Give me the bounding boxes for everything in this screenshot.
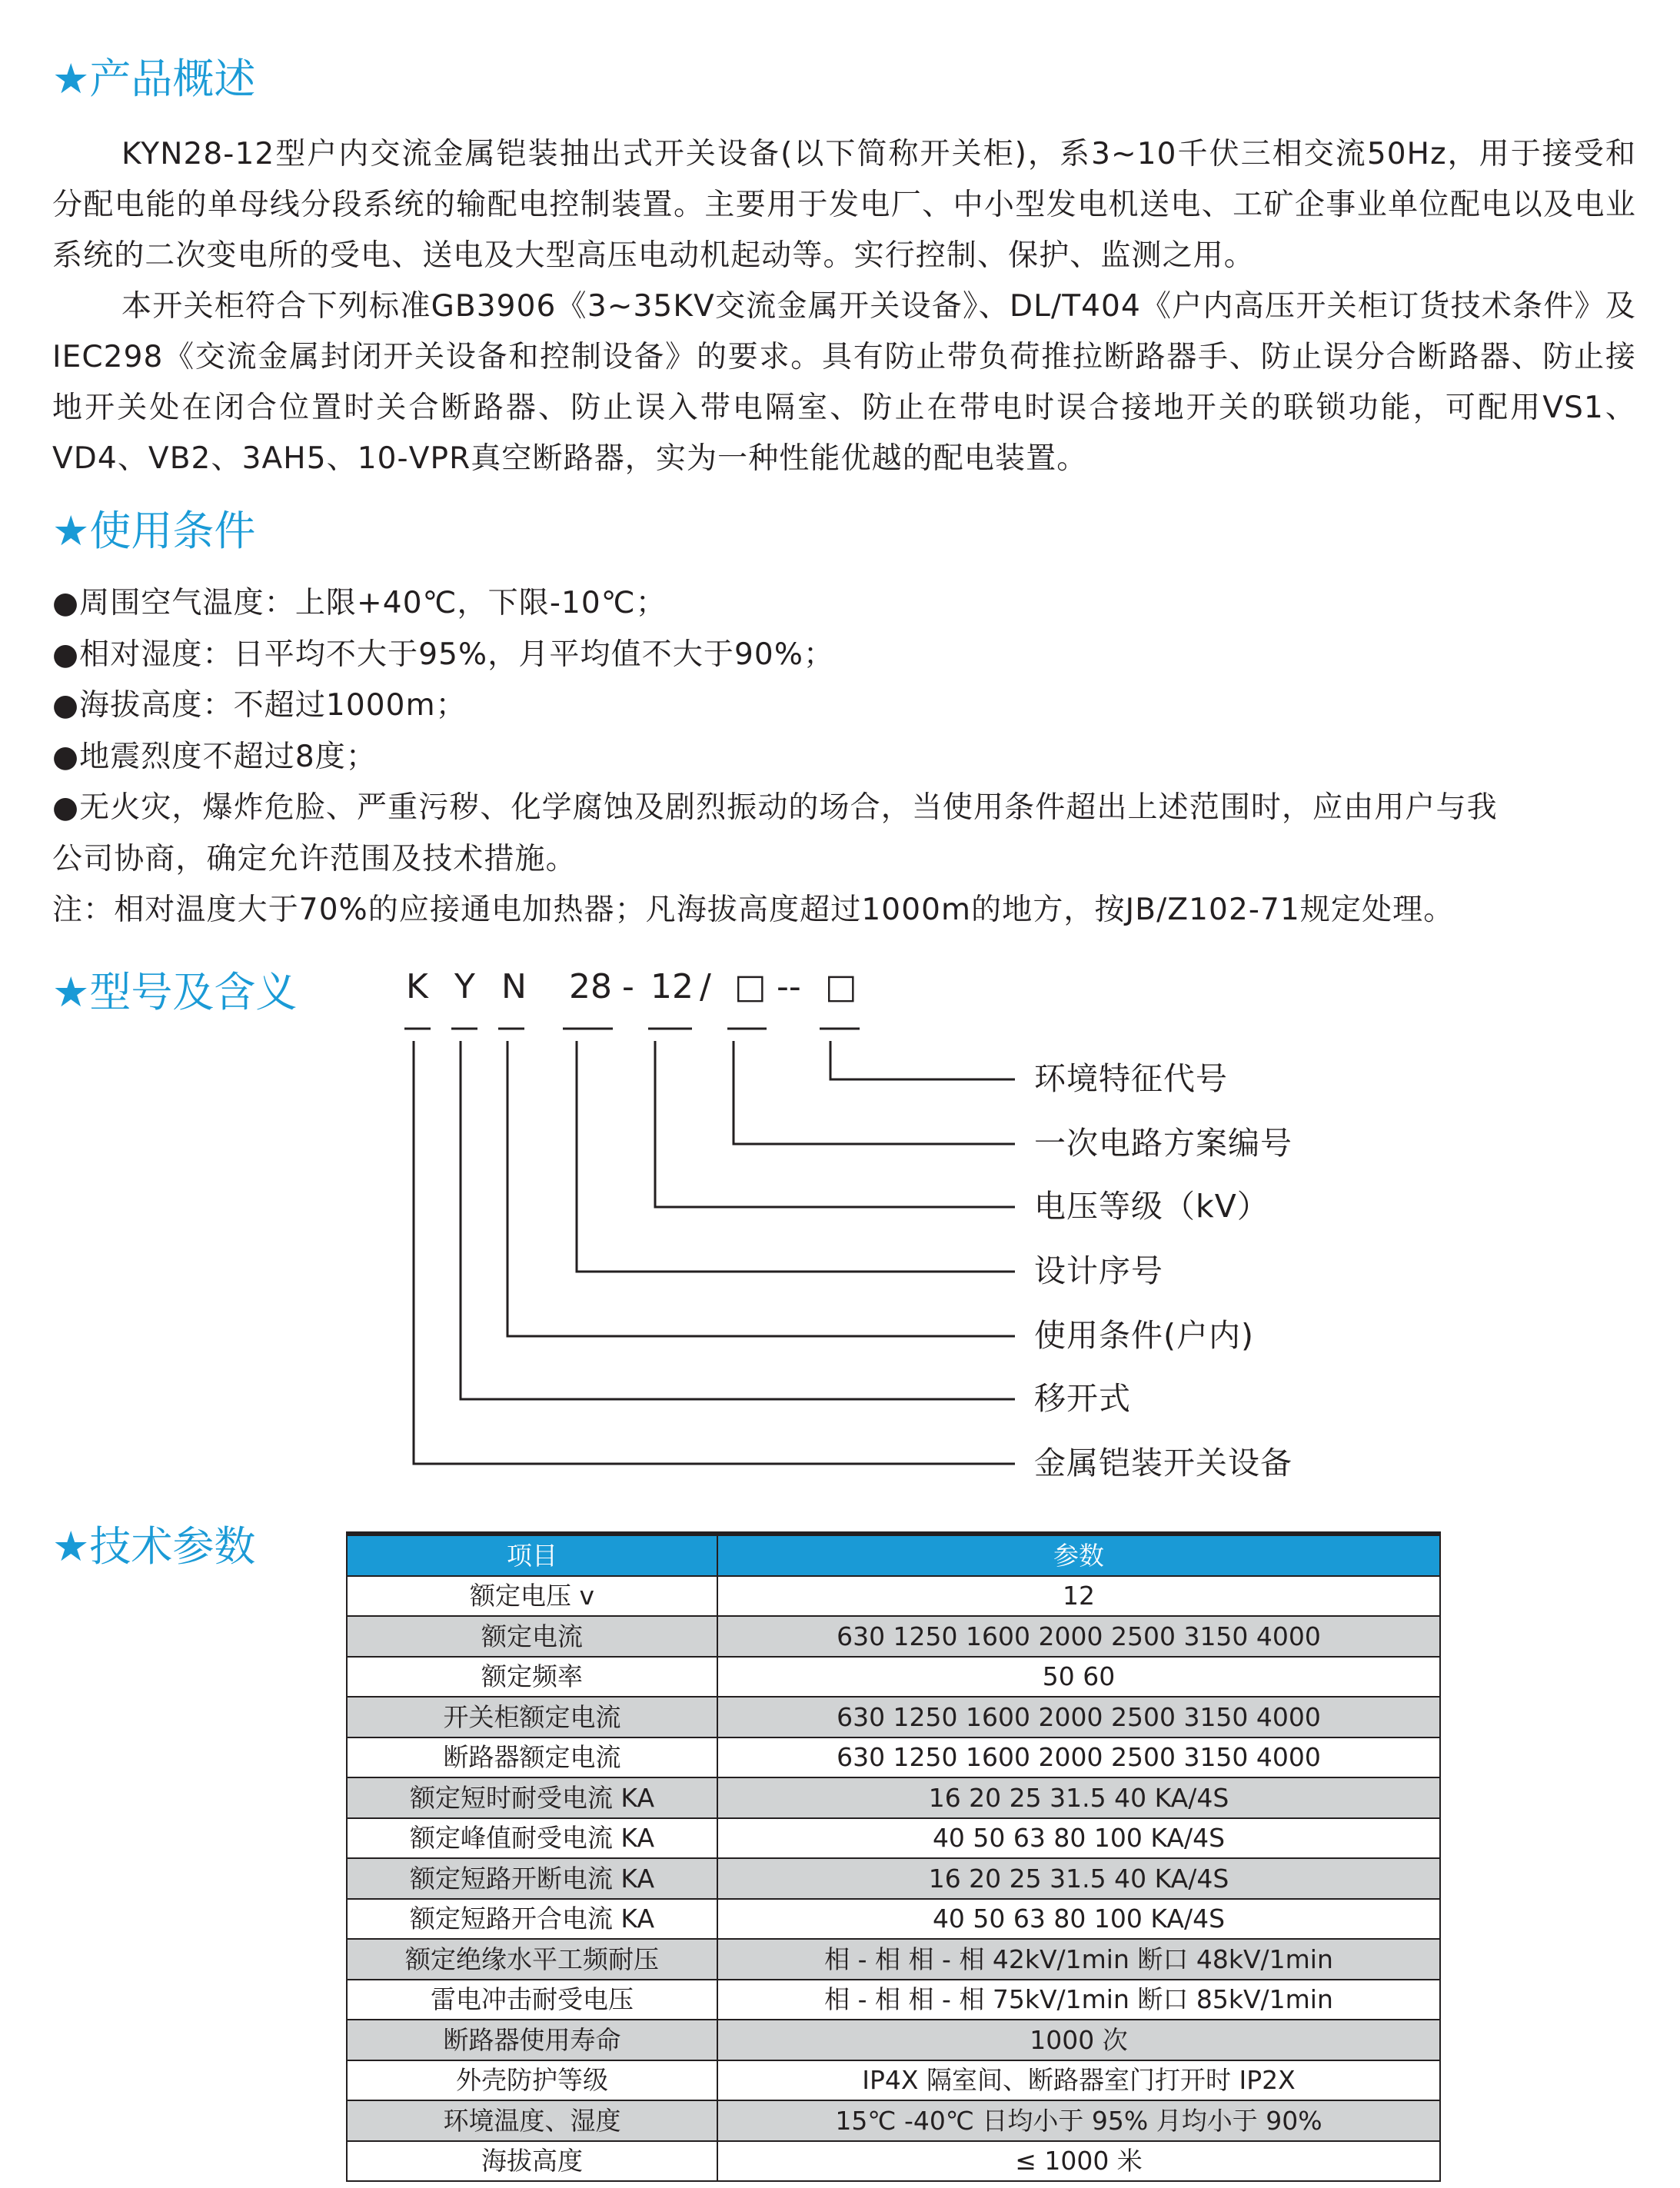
table-row (347, 2020, 1440, 2060)
table-row (347, 2141, 1440, 2182)
model-label-design-seq: 设计序号 (1034, 1252, 1163, 1289)
model-code-28: 28 (569, 967, 612, 1006)
table-cell-item: 额定短路开断电流 KA (347, 1858, 717, 1899)
model-code-y: Y (454, 967, 475, 1006)
model-code-n: N (501, 967, 527, 1006)
table-row (347, 1576, 1440, 1617)
condition-humidity: ●相对湿度：日平均不大于95%，月平均值不大于90%； (52, 637, 835, 672)
model-label-voltage: 电压等级（kV） (1034, 1188, 1269, 1225)
table-cell-value: IP4X 隔室间、断路器室门打开时 IP2X (717, 2060, 1440, 2101)
connector-removable (461, 1041, 1015, 1399)
section-heading-model: ★型号及含义 (52, 968, 298, 1016)
section-heading-overview: ★产品概述 (52, 55, 256, 103)
table-cell-item: 雷电冲击耐受电压 (347, 1980, 717, 2020)
table-cell-item: 外壳防护等级 (347, 2060, 717, 2101)
section-heading-tech: ★技术参数 (52, 1522, 256, 1571)
table-header-item: 项目 (347, 1534, 717, 1576)
table-cell-value: 15℃ -40℃ 日均小于 95% 月均小于 90% (717, 2100, 1440, 2141)
table-cell-item: 断路器使用寿命 (347, 2020, 717, 2060)
condition-note: 注：相对温度大于70%的应接通电加热器；凡海拔高度超过1000m的地方，按JB/Z102-71规定处理。 (52, 893, 1455, 927)
table-row (347, 2100, 1440, 2141)
table-cell-value: 630 1250 1600 2000 2500 3150 4000 (717, 1737, 1440, 1778)
table-cell-item: 海拔高度 (347, 2141, 717, 2182)
table-cell-item: 断路器额定电流 (347, 1737, 717, 1778)
model-code-double-dash: -- (777, 967, 801, 1006)
condition-temperature: ●周围空气温度：上限+40℃，下限-10℃； (52, 586, 667, 620)
tech-spec-table (346, 1531, 1441, 2182)
overview-paragraph-2: 本开关柜符合下列标准GB3906《3~35KV交流金属开关设备》、DL/T404《户内高压开关柜订货技术条件》及IEC298《交流金属封闭开关设备和控制设备》的要求。具有防止带负荷推拉断路器手、防止误分合断路器、防止接地开关处在闭合位置时关合断路器、防止误入带电隔室、防止在带电时误合接地开关的联锁功能，可配用VS1、VD4、VB2、3AH5、10-VPR真空断路器，实为一种性能优越的配电装置。 (52, 289, 1636, 476)
table-cell-value: ≤ 1000 米 (717, 2141, 1440, 2182)
model-code-box-2: □ (825, 967, 857, 1006)
model-code-dash: - (622, 967, 634, 1006)
condition-environment-cont: 公司协商，确定允许范围及技术措施。 (52, 841, 577, 876)
table-row (347, 2060, 1440, 2101)
table-row (347, 1899, 1440, 1940)
table-cell-value: 40 50 63 80 100 KA/4S (717, 1818, 1440, 1859)
table-cell-value: 630 1250 1600 2000 2500 3150 4000 (717, 1616, 1440, 1657)
table-row (347, 1737, 1440, 1778)
table-cell-value: 相 - 相 相 - 相 75kV/1min 断口 85kV/1min (717, 1980, 1440, 2020)
table-header-param: 参数 (717, 1534, 1440, 1576)
model-code-12: 12 (650, 967, 694, 1006)
table-row (347, 1939, 1440, 1980)
table-header-row (347, 1534, 1440, 1576)
table-cell-value: 630 1250 1600 2000 2500 3150 4000 (717, 1697, 1440, 1737)
table-cell-value: 16 20 25 31.5 40 KA/4S (717, 1858, 1440, 1899)
table-cell-item: 额定电流 (347, 1616, 717, 1657)
condition-environment: ●无火灾，爆炸危脸、严重污秽、化学腐蚀及剧烈振动的场合，当使用条件超出上述范围时，应由用户与我 (52, 790, 1498, 825)
table-cell-value: 12 (717, 1576, 1440, 1617)
table-row (347, 1818, 1440, 1859)
table-row (347, 1697, 1440, 1737)
table-cell-value: 16 20 25 31.5 40 KA/4S (717, 1777, 1440, 1818)
table-cell-item: 额定峰值耐受电流 KA (347, 1818, 717, 1859)
connector-circuit-scheme (734, 1041, 1015, 1144)
table-row (347, 1777, 1440, 1818)
condition-altitude: ●海拔高度：不超过1000m； (52, 688, 467, 723)
table-cell-item: 额定短路开合电流 KA (347, 1899, 717, 1940)
model-label-metal-clad: 金属铠装开关设备 (1034, 1445, 1292, 1481)
table-row (347, 1980, 1440, 2020)
table-cell-item: 额定短时耐受电流 KA (347, 1777, 717, 1818)
model-label-circuit-scheme: 一次电路方案编号 (1034, 1125, 1292, 1162)
table-cell-value: 1000 次 (717, 2020, 1440, 2060)
table-cell-value: 40 50 63 80 100 KA/4S (717, 1899, 1440, 1940)
model-label-removable: 移开式 (1034, 1380, 1131, 1417)
connector-condition (507, 1041, 1015, 1336)
table-cell-item: 开关柜额定电流 (347, 1697, 717, 1737)
table-cell-item: 环境温度、湿度 (347, 2100, 717, 2141)
model-label-env-code: 环境特征代号 (1034, 1060, 1228, 1097)
model-code-slash: / (700, 967, 711, 1006)
model-label-condition: 使用条件(户内) (1034, 1317, 1254, 1354)
table-row (347, 1657, 1440, 1698)
condition-earthquake: ●地震烈度不超过8度； (52, 739, 377, 774)
connector-voltage (655, 1041, 1015, 1207)
section-heading-conditions: ★使用条件 (52, 507, 256, 555)
table-cell-item: 额定频率 (347, 1657, 717, 1698)
connector-env-code (830, 1041, 1015, 1079)
table-row (347, 1616, 1440, 1657)
overview-paragraph-1: KYN28-12型户内交流金属铠装抽出式开关设备(以下简称开关柜)，系3~10千伏三相交流50Hz，用于接受和分配电能的单母线分段系统的输配电控制装置。主要用于发电厂、中小型发电机送电、工矿企事业单位配电以及电业系统的二次变电所的受电、送电及大型高压电动机起动等。实行控制、保护、监测之用。 (52, 137, 1636, 273)
table-row (347, 1858, 1440, 1899)
table-cell-item: 额定电压 v (347, 1576, 717, 1617)
model-code-k: K (406, 967, 428, 1006)
model-code-box-1: □ (734, 967, 767, 1006)
connector-design-seq (577, 1041, 1015, 1272)
table-cell-value: 相 - 相 相 - 相 42kV/1min 断口 48kV/1min (717, 1939, 1440, 1980)
table-cell-value: 50 60 (717, 1657, 1440, 1698)
table-cell-item: 额定绝缘水平工频耐压 (347, 1939, 717, 1980)
